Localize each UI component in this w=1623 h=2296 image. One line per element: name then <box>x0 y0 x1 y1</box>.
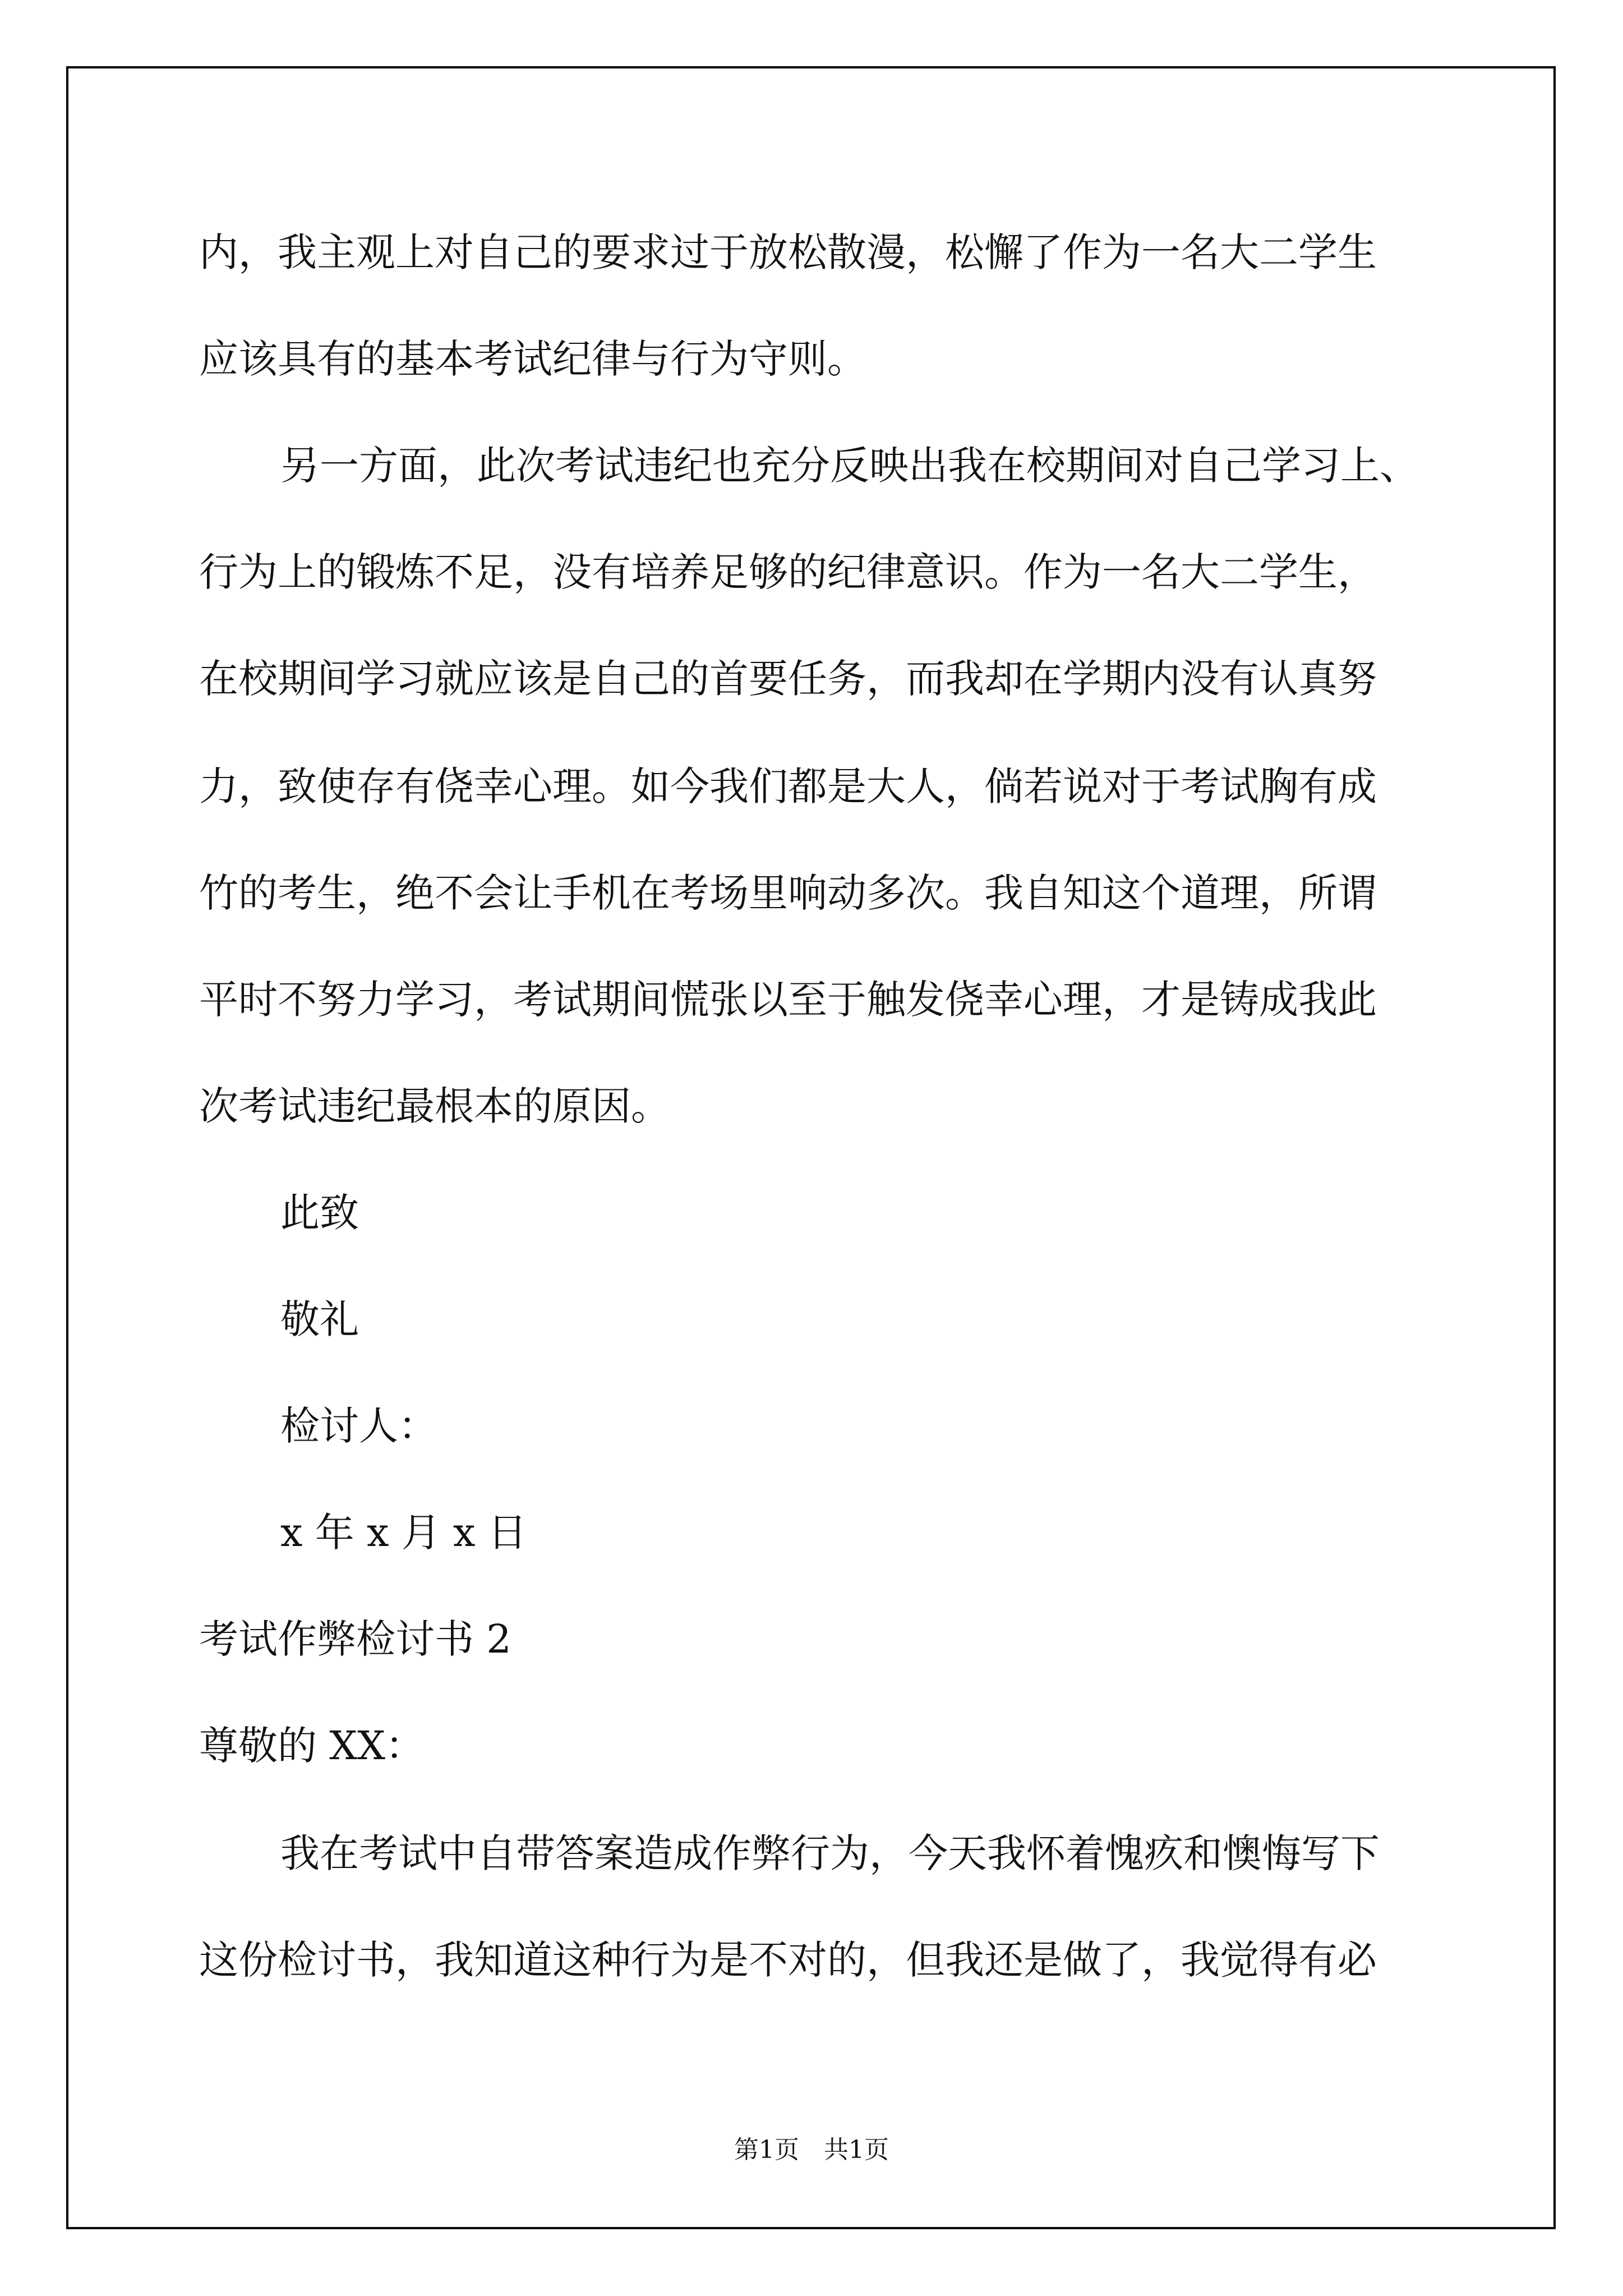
body-line: 另一方面，此次考试违纪也充分反映出我在校期间对自己学习上、 <box>280 443 1419 489</box>
section-title: 考试作弊检讨书 2 <box>199 1616 511 1662</box>
page-border <box>66 66 1556 2229</box>
body-line: 应该具有的基本考试纪律与行为守则。 <box>199 336 866 382</box>
closing-line: 敬礼 <box>280 1296 359 1342</box>
date-line: x 年 x 月 x 日 <box>280 1510 527 1556</box>
body-line: 平时不努力学习，考试期间慌张以至于触发侥幸心理，才是铸成我此 <box>199 977 1377 1023</box>
page-footer: 第1页 共1页 <box>734 2136 889 2164</box>
body-line: 行为上的锻炼不足，没有培养足够的纪律意识。作为一名大二学生， <box>199 549 1377 595</box>
body-line: 竹的考生，绝不会让手机在考场里响动多次。我自知这个道理，所谓 <box>199 870 1377 916</box>
body-line: 这份检讨书，我知道这种行为是不对的，但我还是做了，我觉得有必 <box>199 1937 1377 1983</box>
salutation: 尊敬的 XX： <box>199 1723 425 1769</box>
signature-line: 检讨人： <box>280 1403 437 1449</box>
body-line: 次考试违纪最根本的原因。 <box>199 1083 670 1129</box>
body-line: 力，致使存有侥幸心理。如今我们都是大人，倘若说对于考试胸有成 <box>199 763 1377 809</box>
closing-line: 此致 <box>280 1190 359 1236</box>
body-line: 内，我主观上对自己的要求过于放松散漫，松懈了作为一名大二学生 <box>199 229 1377 275</box>
body-line: 在校期间学习就应该是自己的首要任务，而我却在学期内没有认真努 <box>199 656 1377 702</box>
body-line: 我在考试中自带答案造成作弊行为，今天我怀着愧疚和懊悔写下 <box>280 1830 1380 1876</box>
